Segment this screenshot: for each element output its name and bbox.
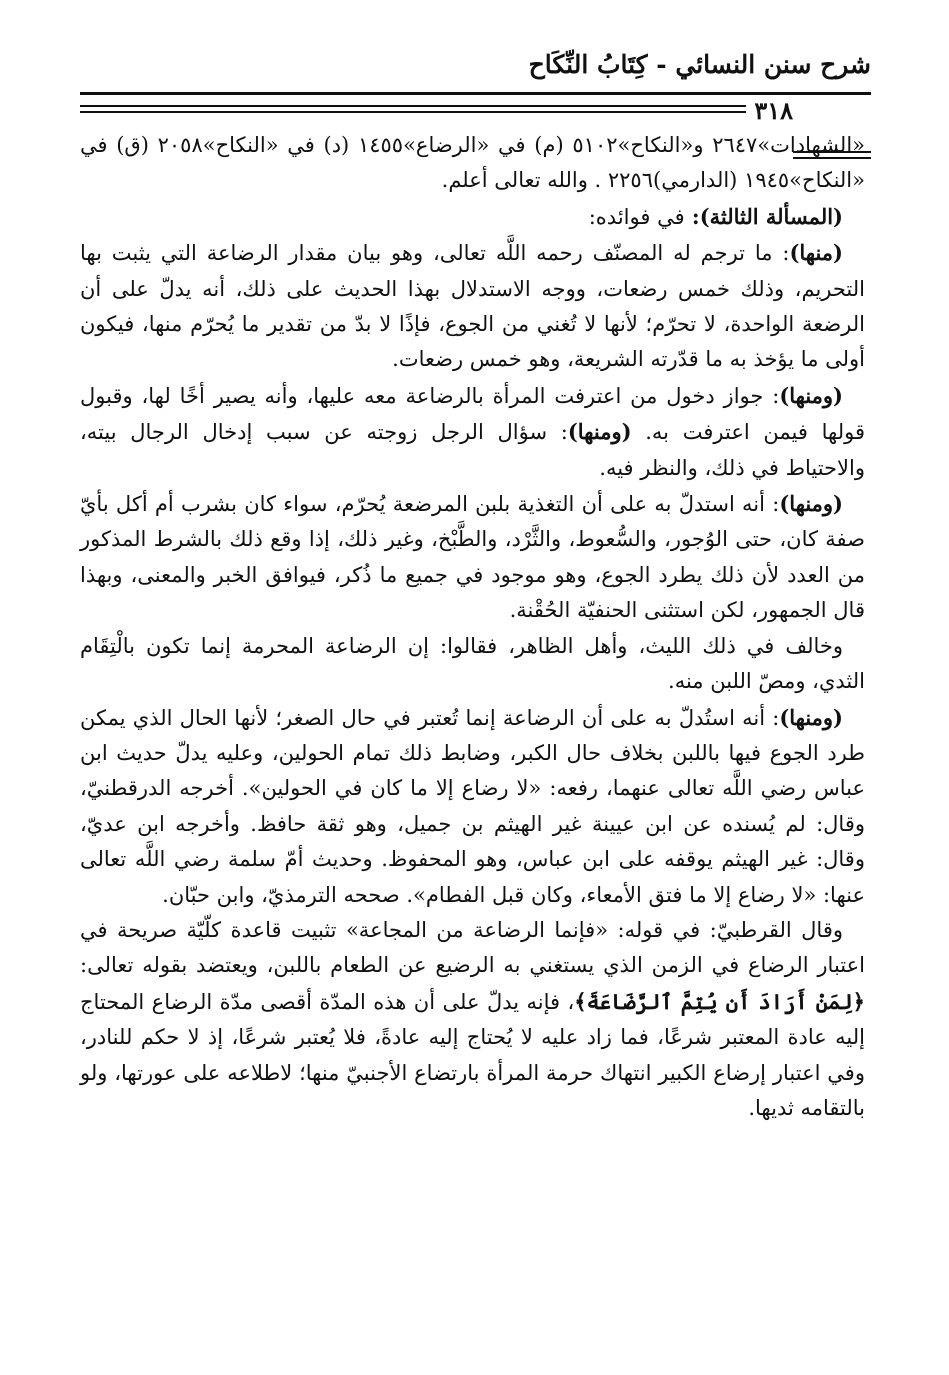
text-run: «الشهادات»٢٦٤٧ و«النكاح»٥١٠٢ (م) في «الرضاع»١٤٥٥ (د) في «النكاح»٢٠٥٨ (ق) في «النكاح»١٩٤٥ (الدارمي)٢٢٥٦ . والله تعالى أعلم. xyxy=(80,133,866,193)
paragraph-p3 xyxy=(80,235,865,378)
bold-lead: (ومنها) xyxy=(779,491,843,517)
paragraph-p8 xyxy=(80,913,865,1126)
bold-lead: (ومنها) xyxy=(567,419,632,445)
text-run: : أنه استدلّ به على أن التغذية بلبن المرضعة يُحرّم، سواء كان بشرب أم أكل بأيّ صفة كان، حتى الوُجور، والسُّعوط، والثَّرْد، والطَّبْخ، وغير ذلك، إذا وقع ذلك بالشرط المذكور من العدد لأن ذلك يطرد الجوع، وهو موجود في جميع ما ذُكر، فيوافق الخبر والمعنى، وبهذا قال الجمهور، لكن استثنى الحنفيّة الحُقْنة. xyxy=(80,492,865,623)
text-run: ، فإنه يدلّ على أن هذه المدّة أقصى مدّة الرضاع المحتاج إليه عادة المعتبر شرعًا، فما زاد عليه لا يُحتاج إليه عادةً، فلا يُعتبر شرعًا، إذ لا حكم للنادر، وفي اعتبار إرضاع الكبير انتهاك حرمة المرأة بارتضاع الأجنبيّ منها؛ لاطلاعه على عورتها، ولو بالتقامه ثديها. xyxy=(80,989,865,1120)
page-number-rule-left xyxy=(80,101,746,117)
paragraph-p6 xyxy=(80,629,865,700)
paragraph-p7 xyxy=(80,700,865,913)
bold-lead: (ومنها) xyxy=(779,704,843,730)
page-number-row xyxy=(80,94,871,124)
body-text xyxy=(80,128,865,1126)
paragraph-p1 xyxy=(80,128,865,199)
text-run: : جواز دخول من اعترفت المرأة بالرضاعة معه عليها، وأنه يصير أخًا لها، وقبول قولها فيمن اعترفت به. xyxy=(80,383,866,445)
paragraph-p2 xyxy=(80,199,865,235)
paragraph-p4 xyxy=(80,378,865,486)
page-number: ٣١٨ xyxy=(754,95,793,125)
text-run: : سؤال الرجل زوجته عن سبب إدخال الرجال بيته، والاحتياط في ذلك، والنظر فيه. xyxy=(80,420,865,480)
running-title: شرح سنن النسائي - كِتَابُ النِّكَاح xyxy=(528,50,871,79)
text-run: : أنه استُدلّ به على أن الرضاعة إنما تُعتبر في حال الصغر؛ لأنها الحال الذي يمكن طرد الجوع فيها باللبن بخلاف حال الكبر، وضابط ذلك تمام الحولين، وعليه يدلّ حديث ابن عباس رضي اللَّه تعالى عنهما، رفعه: «لا رضاع إلا ما كان في الحولين». أخرجه الدرقطنيّ، وقال: لم يُسنده عن ابن عيينة غير الهيثم بن جميل، وهو ثقة حافظ. وأخرجه ابن عديّ، وقال: غير الهيثم يوقفه على ابن عباس، وهو المحفوظ. وحديث أمّ سلمة رضي اللَّه تعالى عنها: «لا رضاع إلا ما فتق الأمعاء، وكان قبل الفطام». صححه الترمذيّ، وابن حبّان. xyxy=(80,705,865,907)
bold-lead: (ومنها) xyxy=(779,382,843,408)
text-run: : ما ترجم له المصنّف رحمه اللَّه تعالى، وهو بيان مقدار الرضاعة التي يثبت بها التحريم، وذلك خمس رضعات، ووجه الاستدلال بهذا الحديث على ذلك، أنه يدلّ على أن الرضعة الواحدة، لا تحرّم؛ لأنها لا تُغني من الجوع، فإذًا لا بدّ من تقدير ما يُحرّم منها، فيكون أولى ما يؤخذ به ما قدّرته الشريعة، وهو خمس رضعات. xyxy=(80,241,865,372)
bold-lead: ﴿لِمَنْ أَرَادَ أَن يُتِمَّ ٱلرَّضَاعَةَ﴾ xyxy=(574,988,865,1014)
bold-lead: (المسألة الثالثة): xyxy=(684,203,843,229)
bold-lead: (منها) xyxy=(789,240,843,266)
page-header xyxy=(80,44,871,130)
text-run: وقال القرطبيّ: في قوله: «فإنما الرضاعة من المجاعة» تثبيت قاعدة كلّيّة صريحة في اعتبار الرضاع في الزمن الذي يستغني به الرضيع عن الطعام باللبن، ويعتضد بقوله تعالى: xyxy=(80,917,865,978)
text-run: وخالف في ذلك الليث، وأهل الظاهر، فقالوا: إن الرضاعة المحرمة إنما تكون بالْتِقَام الثدي، ومصّ اللبن منه. xyxy=(80,633,865,694)
text-run: في فوائده: xyxy=(588,204,685,229)
paragraph-p5 xyxy=(80,486,865,629)
